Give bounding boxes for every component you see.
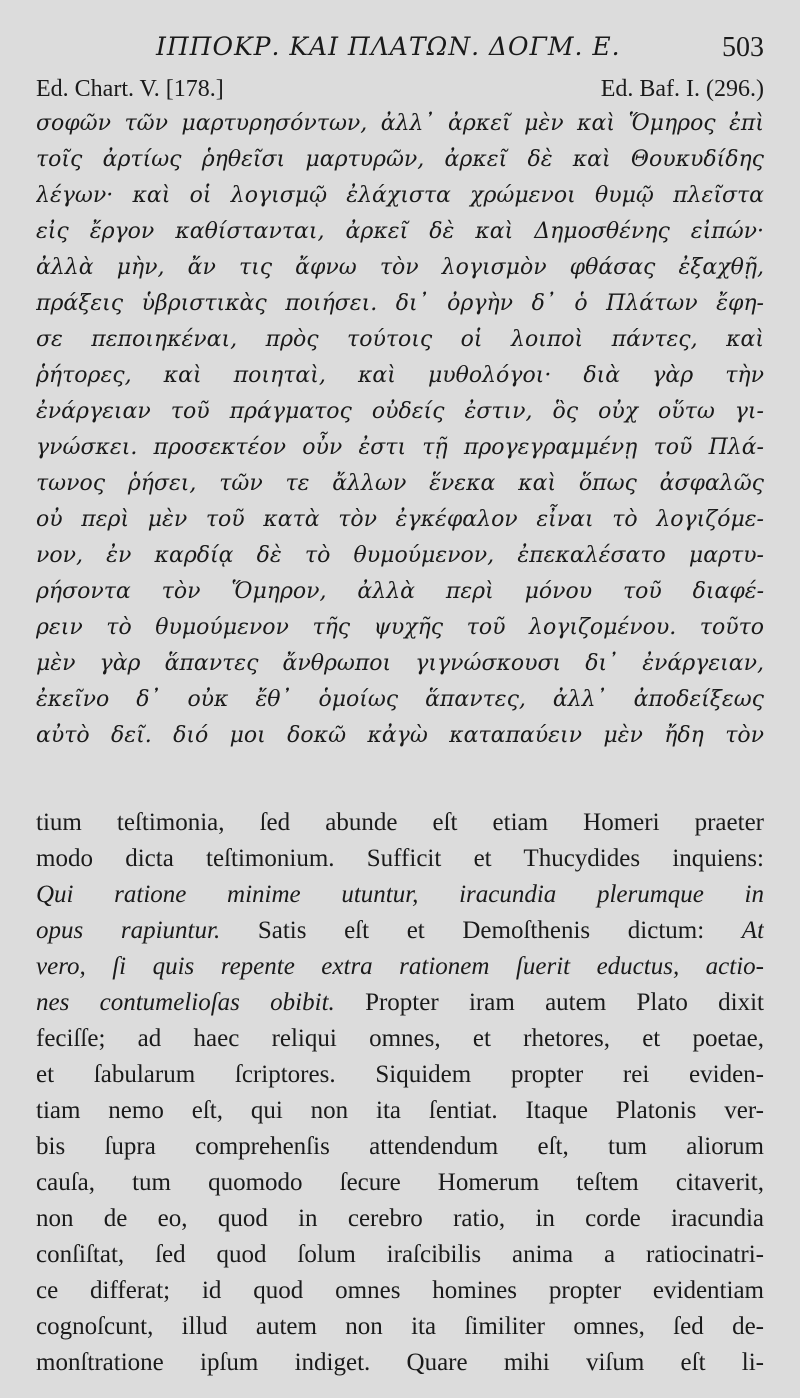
latin-text-line — [36, 805, 764, 841]
latin-italic-segment: opus rapiuntur. — [36, 917, 221, 944]
latin-italic-segment: vero, ſi quis repente extra rationem ſuerit eductus, actio- — [36, 953, 764, 980]
latin-roman-segment: non de eo, quod in cerebro ratio, in corde iracundia — [36, 1205, 764, 1232]
greek-text-line: ρειν τὸ θυμούμενον τῆς ψυχῆς τοῦ λογιζομένου. τοῦτο — [36, 615, 764, 640]
latin-italic-segment: At — [741, 917, 764, 944]
greek-text-line: τωνος ῥήσει, τῶν τε ἄλλων ἕνεκα καὶ ὅπως ἀσφαλῶς — [36, 471, 764, 496]
greek-text-line: μὲν γὰρ ἅπαντες ἄνθρωποι γιγνώσκουσι δι᾿ ἐνάργειαν, — [36, 651, 764, 676]
latin-text-line — [36, 1021, 764, 1057]
greek-text-line: ῥήτορες, καὶ ποιηταὶ, καὶ μυθολόγοι· διὰ γὰρ τὴν — [36, 363, 764, 388]
greek-text-line: λέγων· καὶ οἱ λογισμῷ ἐλάχιστα χρώμενοι θυμῷ πλεῖστα — [36, 183, 764, 208]
latin-text-line — [36, 1273, 764, 1309]
latin-text-line — [36, 1057, 764, 1093]
latin-roman-segment: bis ſupra comprehenſis attendendum eſt, tum aliorum — [36, 1133, 764, 1160]
latin-text-line — [36, 913, 764, 949]
latin-text-line — [36, 1129, 764, 1165]
greek-text-line: ἀλλὰ μὴν, ἄν τις ἄφνω τὸν λογισμὸν φθάσας ἐξαχθῇ, — [36, 255, 764, 280]
latin-roman-segment: Propter iram autem Plato dixit — [334, 989, 764, 1016]
latin-text-line — [36, 1165, 764, 1201]
latin-roman-segment: ce differat; id quod omnes homines propter evidentiam — [36, 1277, 764, 1304]
latin-text-line — [36, 1093, 764, 1129]
greek-text-line: ρήσοντα τὸν Ὅμηρον, ἀλλὰ περὶ μόνου τοῦ διαφέ- — [36, 579, 764, 604]
edition-chartier: Ed. Chart. V. [178.] — [36, 76, 224, 102]
greek-text-line: ἐνάργειαν τοῦ πράγματος οὐδείς ἐστιν, ὃς οὐχ οὕτω γι- — [36, 399, 764, 424]
latin-italic-segment: nes contumelioſas obibit. — [36, 989, 335, 1016]
latin-text-line — [36, 1237, 764, 1273]
latin-text-line — [36, 877, 764, 913]
latin-roman-segment: Satis eſt et Demoſthenis dictum: — [220, 917, 742, 944]
latin-text-line — [36, 1345, 764, 1381]
greek-text-block — [36, 106, 764, 754]
greek-text-line: νον, ἐν καρδίᾳ δὲ τὸ θυμούμενον, ἐπεκαλέσατο μαρτυ- — [36, 543, 764, 568]
running-title: ΙΠΠΟΚΡ. ΚΑΙ ΠΛΑΤΩΝ. ΔΟΓΜ. Ε. — [156, 32, 621, 61]
latin-roman-segment: modo dicta teſtimonium. Sufficit et Thucydides inquiens: — [36, 845, 764, 872]
edition-line — [36, 76, 764, 104]
latin-text-line — [36, 1309, 764, 1345]
latin-roman-segment: feciſſe; ad haec reliqui omnes, et rhetores, et poetae, — [36, 1025, 764, 1052]
latin-roman-segment: cognoſcunt, illud autem non ita ſimiliter omnes, ſed de- — [36, 1313, 764, 1340]
latin-text-block — [36, 805, 764, 1381]
latin-roman-segment: et ſabularum ſcriptores. Siquidem propter rei eviden- — [36, 1061, 764, 1088]
greek-text-line: εἰς ἔργον καθίστανται, ἀρκεῖ δὲ καὶ Δημοσθένης εἰπών· — [36, 219, 764, 244]
latin-roman-segment: monſtratione ipſum indiget. Quare mihi viſum eſt li- — [36, 1349, 764, 1376]
latin-text-line — [36, 985, 764, 1021]
latin-text-line — [36, 1201, 764, 1237]
page-number: 503 — [722, 32, 764, 63]
latin-text-line — [36, 949, 764, 985]
latin-italic-segment: Qui ratione minime utuntur, iracundia plerumque in — [36, 881, 764, 908]
latin-roman-segment: tium teſtimonia, ſed abunde eſt etiam Homeri praeter — [36, 809, 764, 836]
greek-text-line: γνώσκει. προσεκτέον οὖν ἐστι τῇ προγεγραμμένῃ τοῦ Πλά- — [36, 435, 764, 460]
latin-text-line — [36, 841, 764, 877]
latin-roman-segment: conſiſtat, ſed quod ſolum iraſcibilis anima a ratiocinatri- — [36, 1241, 764, 1268]
running-head — [36, 28, 764, 64]
greek-text-line: σοφῶν τῶν μαρτυρησόντων, ἀλλ᾿ ἀρκεῖ μὲν καὶ Ὅμηρος ἐπὶ — [36, 111, 764, 136]
edition-basel: Ed. Baf. I. (296.) — [600, 76, 764, 102]
latin-roman-segment: cauſa, tum quomodo ſecure Homerum teſtem citaverit, — [36, 1169, 764, 1196]
greek-text-line: πράξεις ὑβριστικὰς ποιήσει. δι᾿ ὀργὴν δ᾿ ὁ Πλάτων ἔφη- — [36, 291, 764, 316]
greek-text-line: τοῖς ἀρτίως ῥηθεῖσι μαρτυρῶν, ἀρκεῖ δὲ καὶ Θουκυδίδης — [36, 147, 764, 172]
latin-roman-segment: tiam nemo eſt, qui non ita ſentiat. Itaque Platonis ver- — [36, 1097, 764, 1124]
greek-text-line: ἐκεῖνο δ᾿ οὐκ ἔθ᾿ ὁμοίως ἅπαντες, ἀλλ᾿ ἀποδείξεως — [36, 687, 764, 712]
greek-text-line: αὐτὸ δεῖ. διό μοι δοκῶ κἀγὼ καταπαύειν μὲν ἤδη τὸν — [36, 723, 764, 748]
greek-text-line: σε πεποιηκέναι, πρὸς τούτοις οἱ λοιποὶ πάντες, καὶ — [36, 327, 764, 352]
greek-text-line: οὐ περὶ μὲν τοῦ κατὰ τὸν ἐγκέφαλον εἶναι τὸ λογιζόμε- — [36, 507, 764, 532]
